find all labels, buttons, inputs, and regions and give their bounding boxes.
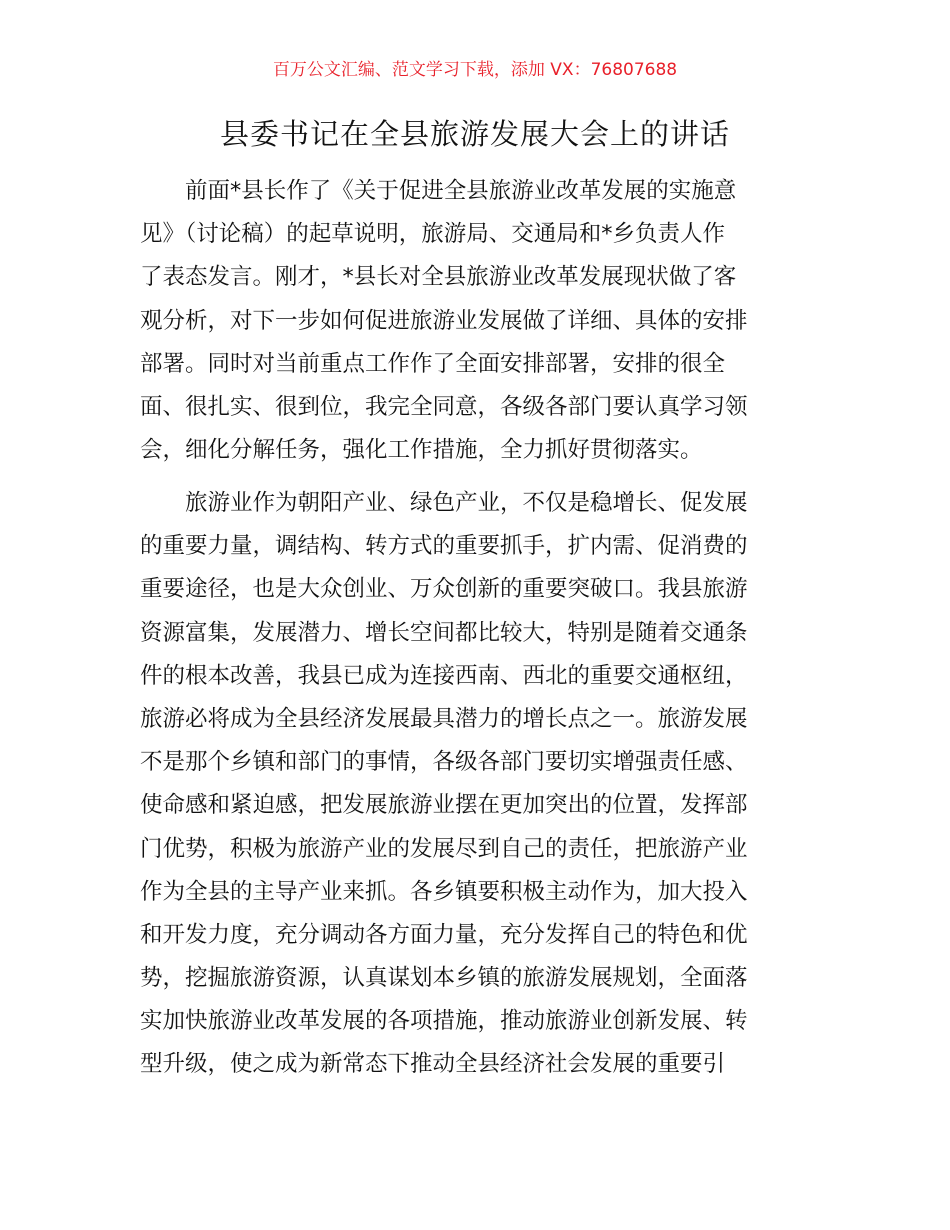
paragraph-line: 型升级，使之成为新常态下推动全县经济社会发展的重要引	[140, 1051, 726, 1078]
paragraph-line: 的重要力量，调结构、转方式的重要抓手，扩内需、促消费的	[140, 533, 748, 560]
paragraph-line: 使命感和紧迫感，把发展旅游业摆在更加突出的位置，发挥部	[140, 792, 748, 819]
paragraph-line: 部署。同时对当前重点工作作了全面安排部署，安排的很全	[140, 350, 726, 377]
paragraph-line: 实加快旅游业改革发展的各项措施，推动旅游业创新发展、转	[140, 1008, 748, 1035]
paragraph-line: 门优势，积极为旅游产业的发展尽到自己的责任，把旅游产业	[140, 835, 748, 862]
paragraph-line: 件的根本改善，我县已成为连接西南、西北的重要交通枢纽，	[140, 662, 748, 689]
paragraph-line: 和开发力度，充分调动各方面力量，充分发挥自己的特色和优	[140, 921, 748, 948]
paragraph-line: 观分析，对下一步如何促进旅游业发展做了详细、具体的安排	[140, 307, 748, 334]
paragraph-line: 面、很扎实、很到位，我完全同意，各级各部门要认真学习领	[140, 393, 748, 420]
header-banner: 百万公文汇编、范文学习下载，添加 VX：76807688	[272, 60, 678, 80]
paragraph-line: 势，挖掘旅游资源，认真谋划本乡镇的旅游发展规划，全面落	[140, 965, 748, 992]
paragraph-line: 重要途径，也是大众创业、万众创新的重要突破口。我县旅游	[140, 576, 748, 603]
paragraph-line: 不是那个乡镇和部门的事情，各级各部门要切实增强责任感、	[140, 749, 748, 776]
paragraph-line: 作为全县的主导产业来抓。各乡镇要积极主动作为，加大投入	[140, 878, 748, 905]
paragraph-2	[140, 482, 812, 1087]
document-title: 县委书记在全县旅游发展大会上的讲话	[219, 117, 730, 151]
paragraph-line: 见》（讨论稿）的起草说明，旅游局、交通局和*乡负责人作	[140, 221, 726, 248]
paragraph-line: 前面*县长作了《关于促进全县旅游业改革发展的实施意	[140, 178, 737, 204]
paragraph-line: 了表态发言。刚才，*县长对全县旅游业改革发展现状做了客	[140, 264, 737, 291]
paragraph-line: 旅游业作为朝阳产业、绿色产业，不仅是稳增长、促发展	[140, 490, 748, 516]
paragraph-line: 会，细化分解任务，强化工作措施，全力抓好贯彻落实。	[140, 437, 703, 464]
paragraph-line: 旅游必将成为全县经济发展最具潜力的增长点之一。旅游发展	[140, 705, 748, 732]
paragraph-1	[140, 170, 812, 472]
paragraph-line: 资源富集，发展潜力、增长空间都比较大，特别是随着交通条	[140, 619, 748, 646]
